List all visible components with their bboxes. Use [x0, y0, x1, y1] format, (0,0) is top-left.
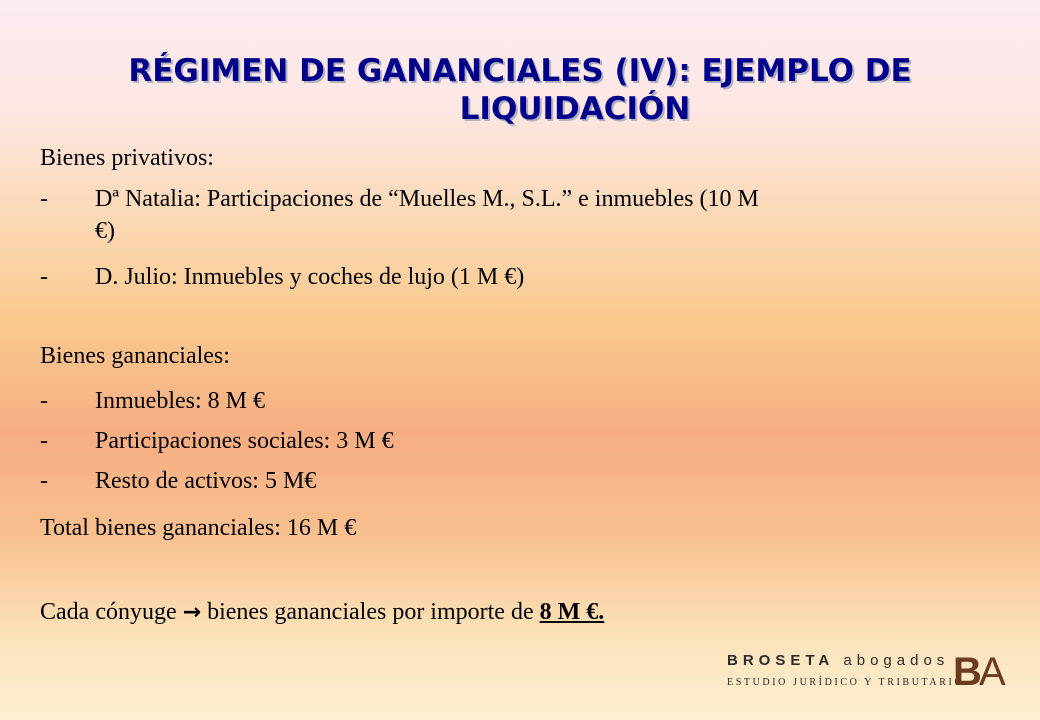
gananciales-heading: Bienes gananciales:	[40, 343, 230, 369]
item-resto-activos: Resto de activos: 5 M€	[95, 468, 317, 494]
list-dash: -	[40, 388, 48, 414]
logo-name	[727, 652, 949, 669]
item-natalia-line-2: €)	[95, 218, 115, 244]
ba-logo-icon	[953, 650, 1013, 690]
logo-subtitle: ESTUDIO JURÍDICO Y TRIBUTARIO	[727, 677, 965, 688]
conclusion-line	[40, 597, 604, 628]
item-natalia-line-1: Dª Natalia: Participaciones de “Muelles M., S.L.” e inmuebles (10 M	[95, 186, 759, 212]
arrow-right-icon: →	[182, 600, 202, 625]
logo-name-bold: BROSETA	[727, 652, 835, 669]
privativos-heading: Bienes privativos:	[40, 145, 214, 171]
item-participaciones: Participaciones sociales: 3 M €	[95, 428, 394, 454]
page-title	[40, 52, 1000, 128]
logo-name-light: abogados	[843, 652, 950, 669]
item-inmuebles: Inmuebles: 8 M €	[95, 388, 265, 414]
conclusion-amount: 8 M €.	[539, 599, 605, 625]
broseta-logo	[727, 652, 1017, 700]
list-dash: -	[40, 186, 48, 212]
conclusion-middle: bienes gananciales por importe de	[207, 599, 534, 625]
title-line-1: RÉGIMEN DE GANANCIALES (IV): EJEMPLO DE	[128, 53, 912, 89]
list-dash: -	[40, 428, 48, 454]
title-line-2: LIQUIDACIÓN	[459, 91, 691, 127]
logo-mark-a: A	[979, 650, 1006, 690]
list-dash: -	[40, 264, 48, 290]
conclusion-prefix: Cada cónyuge	[40, 599, 177, 625]
logo-mark-b: B	[953, 650, 982, 690]
item-julio: D. Julio: Inmuebles y coches de lujo (1 M €)	[95, 264, 525, 290]
list-dash: -	[40, 468, 48, 494]
total-gananciales: Total bienes gananciales: 16 M €	[40, 515, 357, 541]
